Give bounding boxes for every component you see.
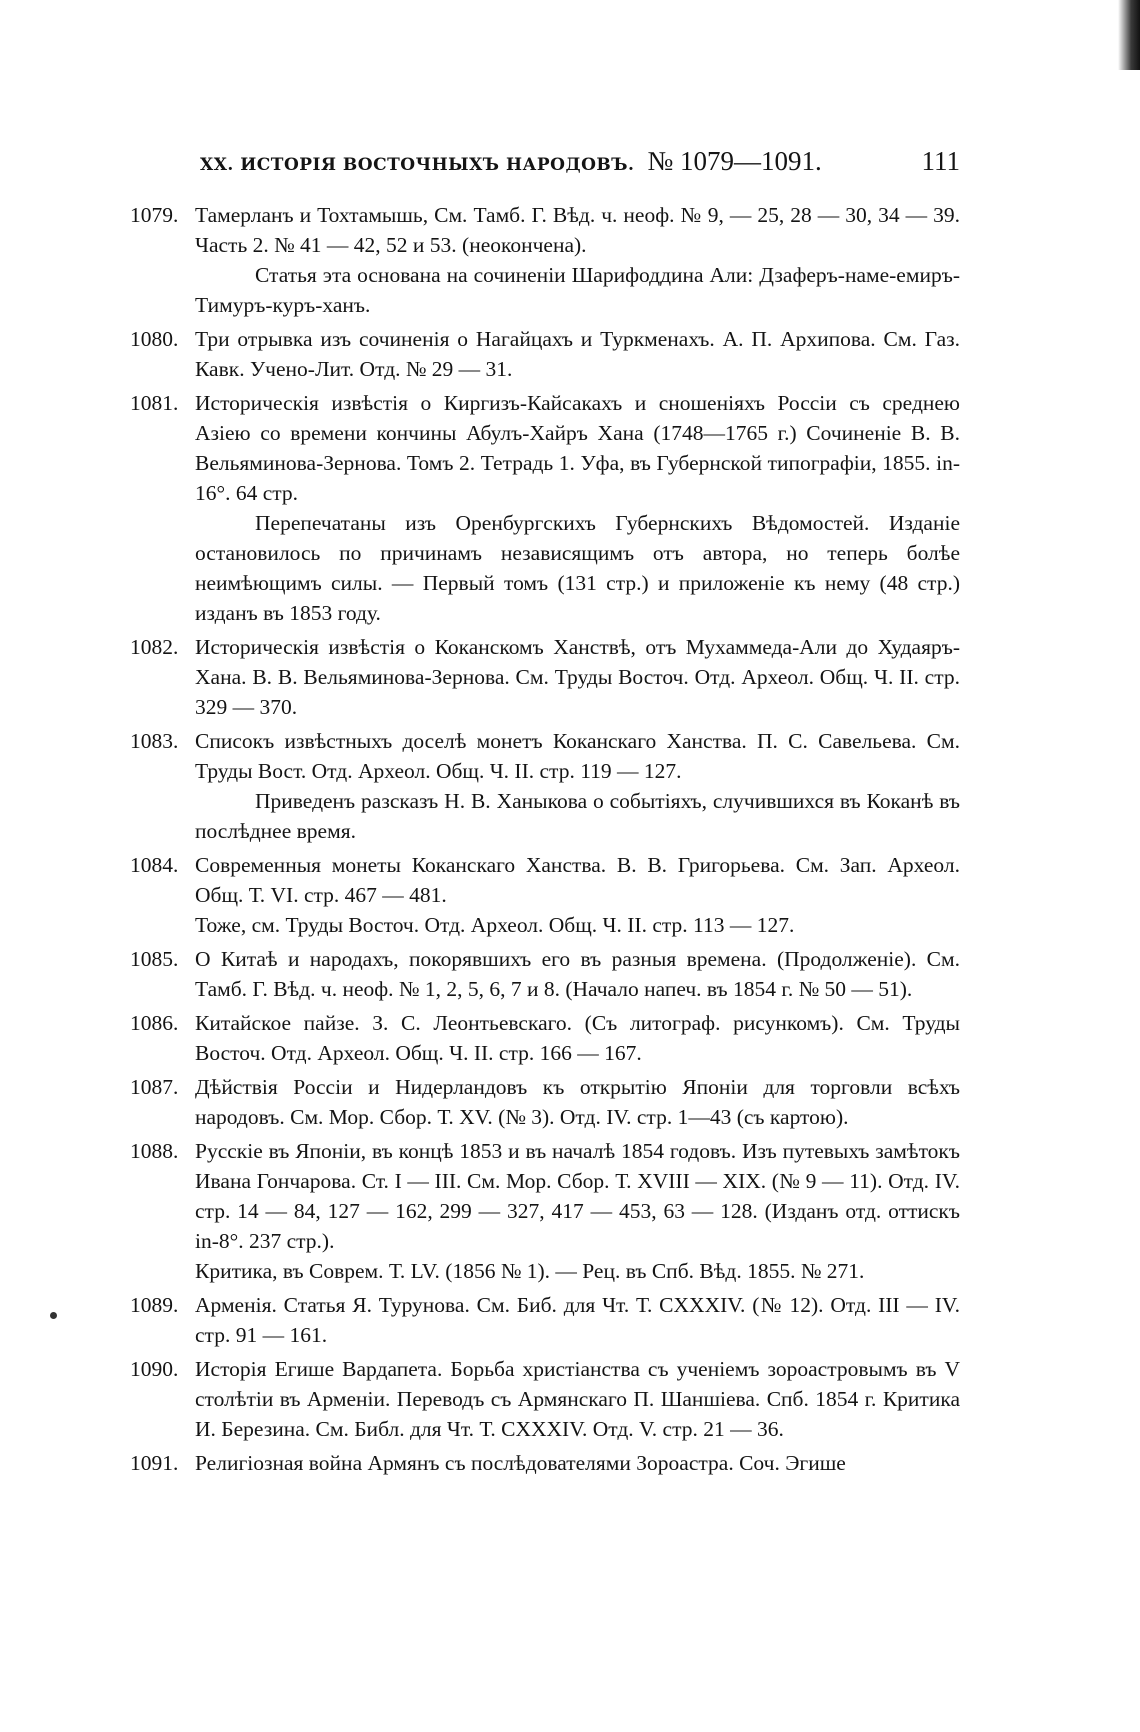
entry-text: Тамерланъ и Тохтамышь, См. Тамб. Г. Вѣд. ч. неоф. № 9, — 25, 28 — 30, 34 — 39. Часть 2. № 41 — 42, 52 и 53. (неокончена). <box>195 203 960 257</box>
page-edge-shadow <box>1118 0 1140 70</box>
entry-text: Три отрывка изъ сочиненія о Нагайцахъ и Туркменахъ. А. П. Архипова. См. Газ. Кавк. Ученo-Лит. Отд. № 29 — 31. <box>195 327 960 381</box>
entry-text: Русскіе въ Японіи, въ концѣ 1853 и въ началѣ 1854 годовъ. Изъ путевыхъ замѣтокъ Ивана Гончарова. Ст. I — III. См. Мор. Сбор. Т. XVIII — XIX. (№ 9 — 11). Отд. IV. стр. 14 — 84, 127 — 162, 299 — 327, 417 — 453, 63 — 128. (Изданъ отд. оттискъ in-8°. 237 стр.). <box>195 1139 960 1253</box>
entry-1083 <box>130 726 960 846</box>
running-title: XX. ИСТОРІЯ ВОСТОЧНЫХЪ НАРОДОВЪ. <box>200 155 635 175</box>
entry-number: 1080. <box>130 327 179 351</box>
entry-number: 1085. <box>130 947 179 971</box>
entry-range: № 1079—1091. <box>647 146 822 176</box>
entry-note: Перепечатаны изъ Оренбургскихъ Губернскихъ Вѣдомостей. Изданіе остановилось по причинамъ независящимъ отъ автора, но теперь болѣе неимѣющимъ силы. — Первый томъ (131 стр.) и приложеніе къ нему (48 стр.) изданъ въ 1853 году. <box>195 511 960 625</box>
entry-1091 <box>130 1448 960 1478</box>
entry-number: 1084. <box>130 853 179 877</box>
entry-number: 1087. <box>130 1075 179 1099</box>
entry-critique: Критика, въ Соврем. Т. LV. (1856 № 1). — Рец. въ Спб. Вѣд. 1855. № 271. <box>195 1259 865 1283</box>
entry-1087 <box>130 1072 960 1132</box>
entry-1079 <box>130 200 960 320</box>
entry-text: Религіозная война Армянъ съ послѣдователями Зороастра. Соч. Эгише <box>195 1451 846 1475</box>
entry-body <box>195 388 960 628</box>
entry-1086 <box>130 1008 960 1068</box>
entry-number: 1090. <box>130 1357 179 1381</box>
bibliography-entries <box>130 200 960 1482</box>
entry-body <box>195 726 960 846</box>
entry-text: Китайское пайзе. З. С. Леонтьевскаго. (Съ литограф. рисункомъ). См. Труды Восточ. Отд. Археол. Общ. Ч. II. стр. 166 — 167. <box>195 1011 960 1065</box>
entry-body <box>195 1448 960 1478</box>
entry-text: Современныя монеты Коканскаго Ханства. В. В. Григорьева. См. Зап. Археол. Общ. Т. VI. стр. 467 — 481. <box>195 853 960 907</box>
entry-text: Дѣйствія Россіи и Нидерландовъ къ открытію Японіи для торговли всѣхъ народовъ. См. Мор. Сбор. Т. XV. (№ 3). Отд. IV. стр. 1—43 (съ картою). <box>195 1075 960 1129</box>
entry-note: Статья эта основана на сочиненіи Шарифоддина Али: Дзаферъ-наме-емиръ-Тимуръ-куръ-ханъ. <box>195 263 960 317</box>
entry-1085 <box>130 944 960 1004</box>
entry-body <box>195 1136 960 1286</box>
entry-1090 <box>130 1354 960 1444</box>
entry-text: О Китаѣ и народахъ, покорявшихъ его въ разныя времена. (Продолженіе). См. Тамб. Г. Вѣд. ч. неоф. № 1, 2, 5, 6, 7 и 8. (Начало напеч. въ 1854 г. № 50 — 51). <box>195 947 960 1001</box>
entry-body <box>195 200 960 320</box>
entry-1081 <box>130 388 960 628</box>
entry-text-continued: Тоже, см. Труды Восточ. Отд. Археол. Общ. Ч. II. стр. 113 — 127. <box>195 913 795 937</box>
entry-number: 1091. <box>130 1451 179 1475</box>
entry-1089 <box>130 1290 960 1350</box>
entry-text: Историческія извѣстія о Киргизъ-Кайсакахъ и сношеніяхъ Россіи съ среднею Азіею со времени кончины Абулъ-Хайръ Хана (1748—1765 г.) Сочиненіе В. В. Вельяминова-Зернова. Томъ 2. Тетрадь 1. Уфа, въ Губернской типографіи, 1855. in-16°. 64 стр. <box>195 391 960 505</box>
entry-body <box>195 850 960 940</box>
entry-number: 1086. <box>130 1011 179 1035</box>
entry-number: 1088. <box>130 1139 179 1163</box>
entry-number: 1082. <box>130 635 179 659</box>
entry-number: 1083. <box>130 729 179 753</box>
entry-body <box>195 944 960 1004</box>
entry-1082 <box>130 632 960 722</box>
entry-number: 1089. <box>130 1293 179 1317</box>
entry-text: Арменія. Статья Я. Турунова. См. Биб. для Чт. Т. CXXXIV. (№ 12). Отд. III — IV. стр. 91 — 161. <box>195 1293 960 1347</box>
page-number: 111 <box>921 146 960 176</box>
entry-note: Приведенъ разсказъ Н. В. Ханыкова о событіяхъ, случившихся въ Коканѣ въ послѣднее время. <box>195 789 960 843</box>
entry-body <box>195 324 960 384</box>
entry-body <box>195 1354 960 1444</box>
entry-1088 <box>130 1136 960 1286</box>
entry-body <box>195 632 960 722</box>
page-header <box>200 146 960 186</box>
ink-spot <box>50 1312 57 1319</box>
entry-number: 1079. <box>130 203 179 227</box>
entry-text: Списокъ извѣстныхъ доселѣ монетъ Коканскаго Ханства. П. С. Савельева. См. Труды Вост. Отд. Археол. Общ. Ч. II. стр. 119 — 127. <box>195 729 960 783</box>
entry-text: Исторія Егише Вардапета. Борьба христіанства съ ученіемъ зороастровымъ въ V столѣтіи въ Арменіи. Переводъ съ Армянскаго П. Шаншіева. Спб. 1854 г. Критика И. Березина. См. Библ. для Чт. Т. CXXXIV. Отд. V. стр. 21 — 36. <box>195 1357 960 1441</box>
entry-body <box>195 1072 960 1132</box>
entry-1080 <box>130 324 960 384</box>
entry-number: 1081. <box>130 391 179 415</box>
entry-body <box>195 1290 960 1350</box>
entry-text: Историческія извѣстія о Коканскомъ Ханствѣ, отъ Мухаммеда-Али до Худаяръ-Хана. В. В. Вельяминова-Зернова. См. Труды Восточ. Отд. Археол. Общ. Ч. II. стр. 329 — 370. <box>195 635 960 719</box>
entry-1084 <box>130 850 960 940</box>
entry-body <box>195 1008 960 1068</box>
